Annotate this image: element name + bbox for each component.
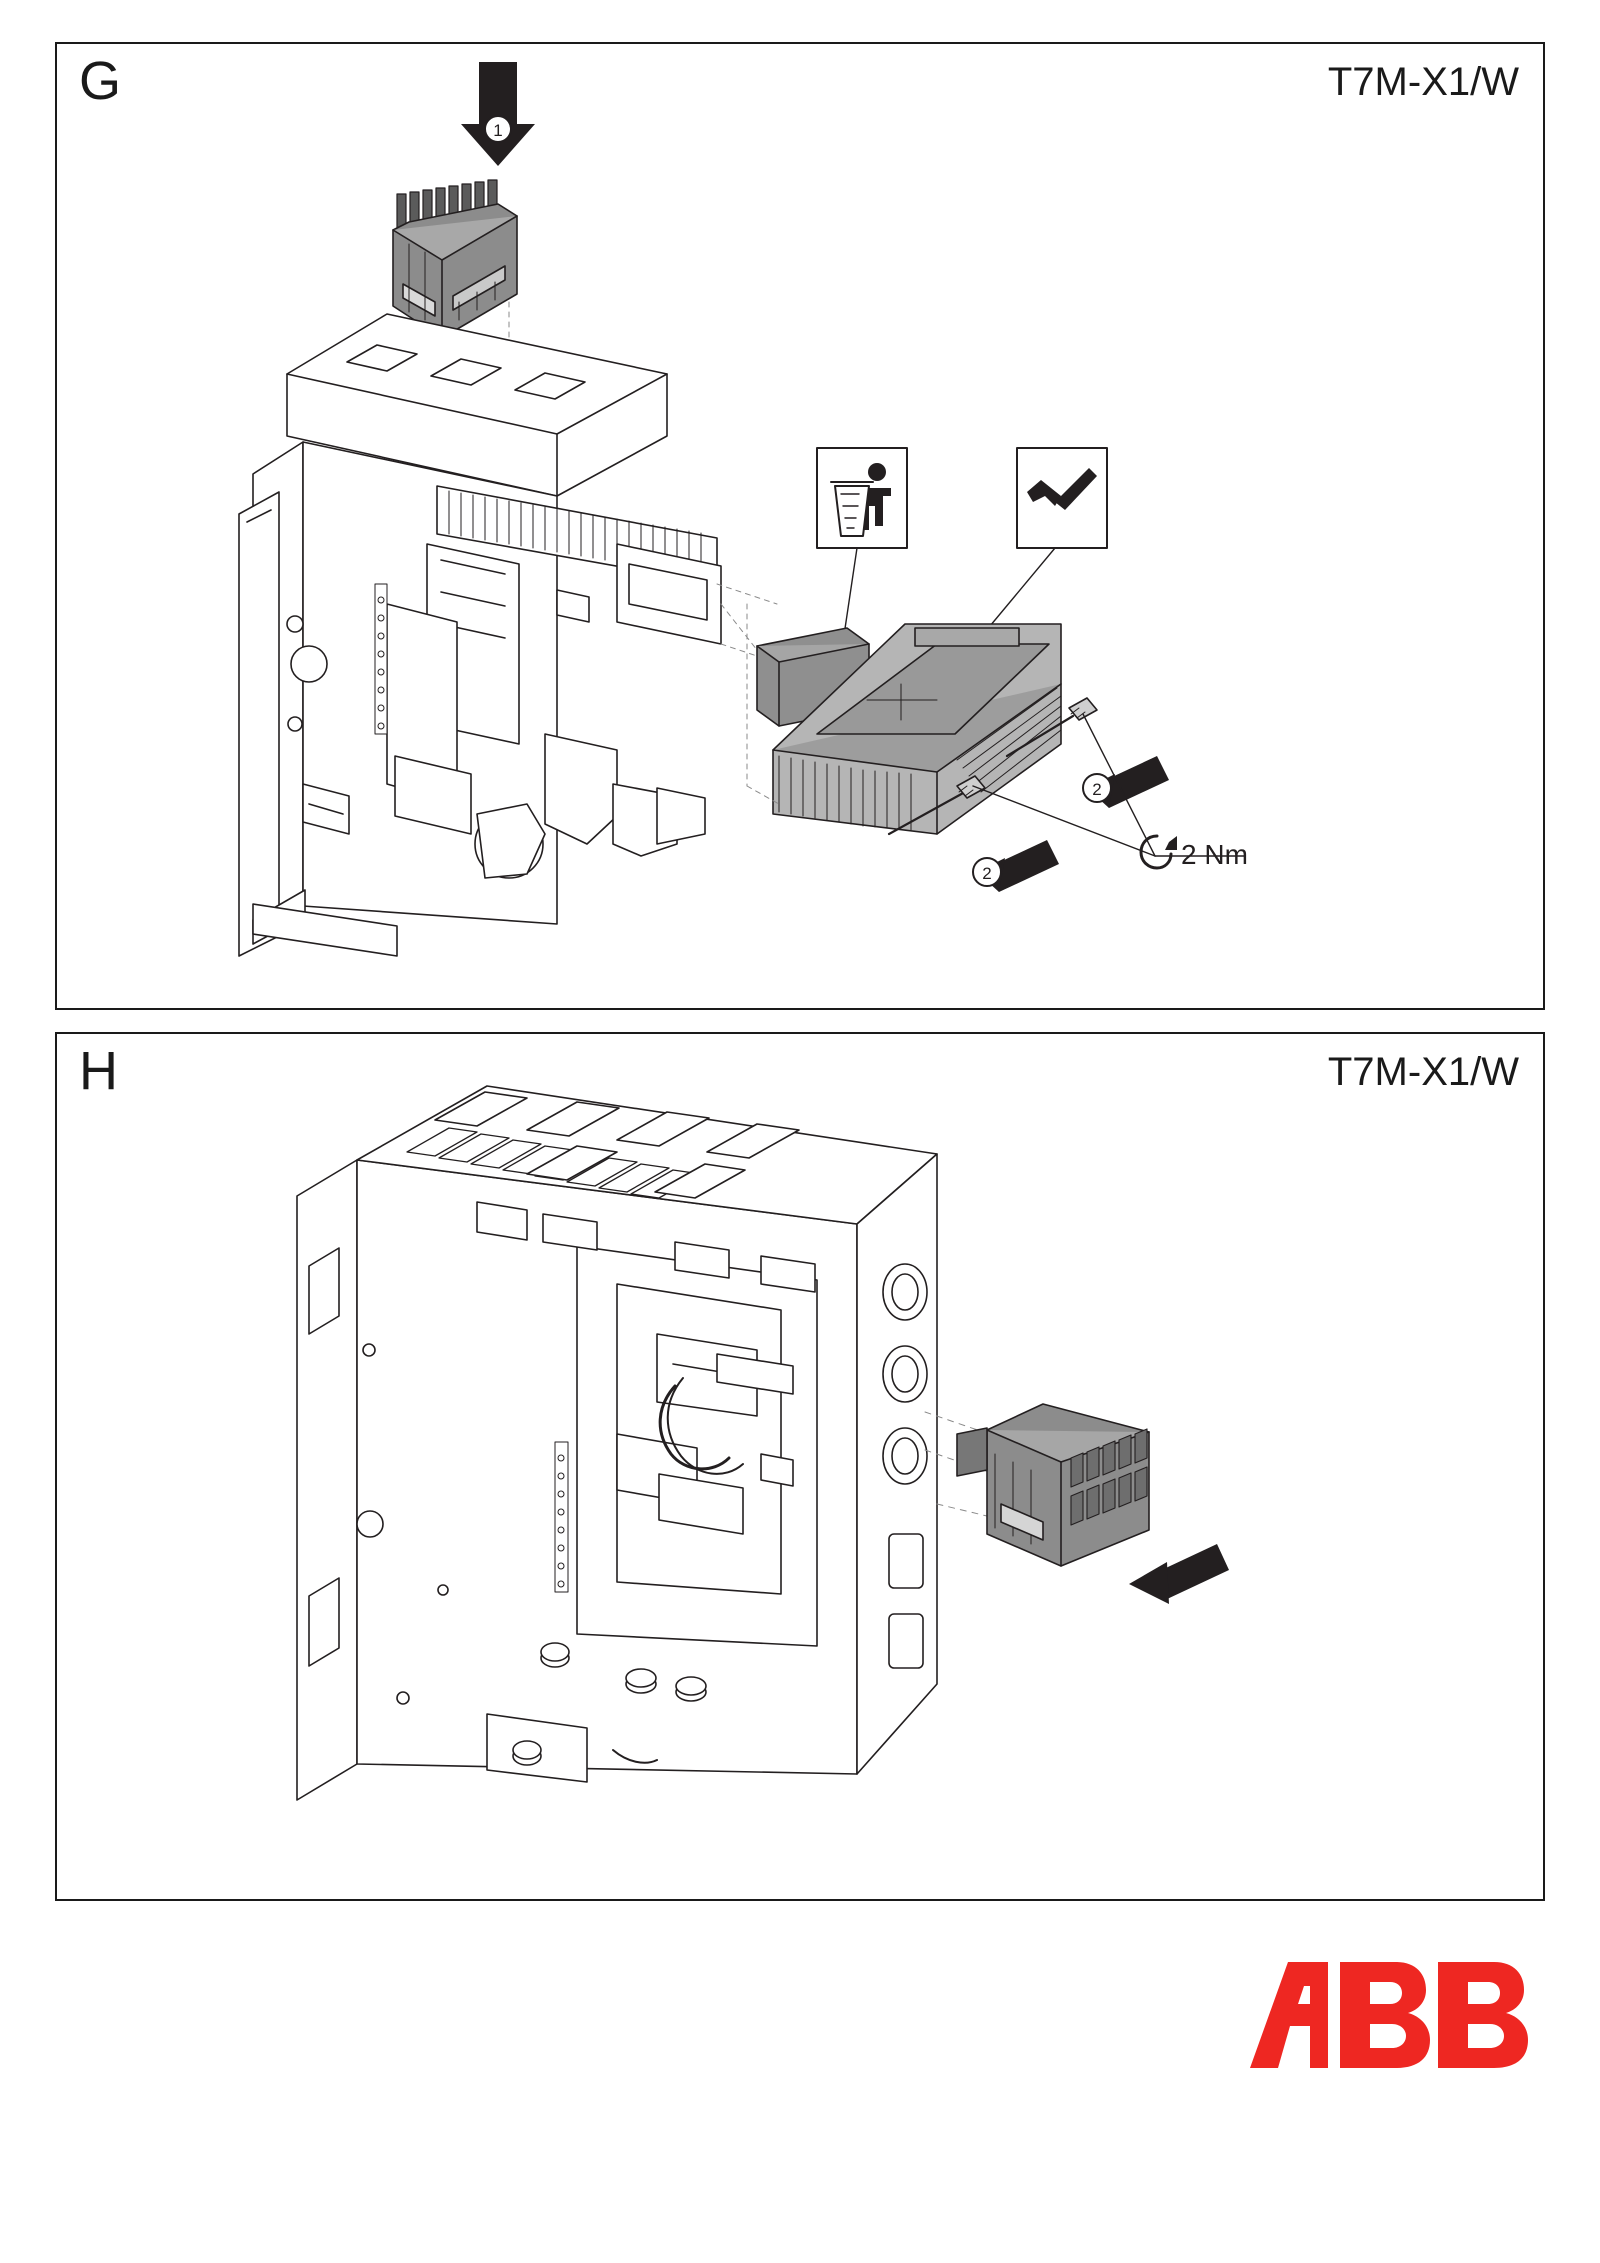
pictogram-hammer-box <box>1017 448 1107 548</box>
arrow-callout-2-lower <box>973 840 1059 892</box>
panel-h-code: T7M-X1/W <box>1327 1050 1519 1094</box>
circuit-breaker-body <box>239 314 721 956</box>
panel-g <box>55 42 1545 1010</box>
breaker-enclosure <box>297 1086 937 1800</box>
panel-h <box>55 1032 1545 1901</box>
arrow-down-icon <box>461 62 535 166</box>
panel-h-letter: H <box>79 1041 118 1101</box>
terminal-connector-part-h <box>957 1404 1149 1566</box>
svg-text:2: 2 <box>982 864 992 883</box>
terminal-connector-part <box>393 180 517 338</box>
arrow-insert-icon <box>1129 1544 1229 1604</box>
abb-logo <box>1248 1960 1528 2088</box>
callout-1 <box>485 116 511 142</box>
panel-g-drawing <box>57 44 1543 1008</box>
panel-g-letter: G <box>79 51 122 111</box>
torque-value-text: 2 Nm <box>1181 839 1248 870</box>
pictogram-waste-box <box>817 448 907 548</box>
panel-g-code: T7M-X1/W <box>1327 60 1519 104</box>
panel-h-drawing <box>57 1034 1543 1899</box>
svg-text:2: 2 <box>1092 780 1102 799</box>
svg-text:1: 1 <box>493 121 503 140</box>
